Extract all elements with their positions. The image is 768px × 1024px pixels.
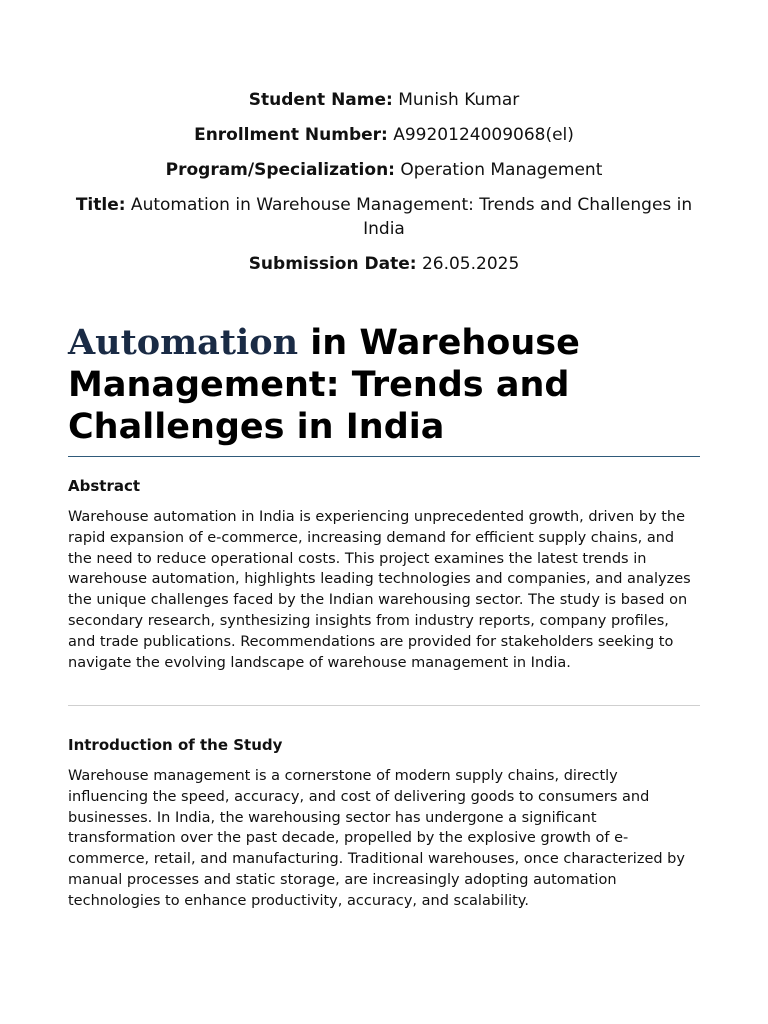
student-name-label: Student Name: bbox=[248, 90, 393, 110]
document-title-first-word: Automation bbox=[68, 322, 299, 363]
enrollment-number-value: A9920124009068(el) bbox=[387, 125, 574, 145]
project-title-label: Title: bbox=[75, 195, 126, 215]
title-divider bbox=[68, 456, 700, 457]
program-value: Operation Management bbox=[394, 160, 603, 180]
document-title-rest: in Warehouse Management: Trends and Challenges in India bbox=[68, 323, 580, 447]
introduction-heading: Introduction of the Study bbox=[68, 736, 283, 754]
introduction-paragraph: Warehouse management is a cornerstone of modern supply chains, directly influencing the speed, accuracy, and cost of delivering goods to consumers and businesses. In India, the warehousing sector has undergone a significant transformation over the past decade, propelled by the explosive growth of e-commerce, retail, and manufacturing. Traditional warehouses, once characterized by manual processes and static storage, are increasingly adopting automation technologies to enhance productivity, accuracy, and scalability. bbox=[68, 768, 685, 909]
project-title-value: Automation in Warehouse Management: Trends and Challenges in India bbox=[125, 195, 693, 239]
student-info-block bbox=[68, 88, 700, 287]
submission-date-label: Submission Date: bbox=[248, 254, 417, 274]
submission-date-value: 26.05.2025 bbox=[416, 254, 520, 274]
document-title bbox=[68, 322, 708, 448]
program-label: Program/Specialization: bbox=[165, 160, 395, 180]
program-line bbox=[68, 158, 700, 182]
enrollment-number-line bbox=[68, 123, 700, 147]
project-title-line bbox=[68, 193, 700, 241]
submission-date-line bbox=[68, 252, 700, 276]
enrollment-number-label: Enrollment Number: bbox=[194, 125, 388, 145]
student-name-value: Munish Kumar bbox=[392, 90, 520, 110]
abstract-heading: Abstract bbox=[68, 477, 141, 495]
section-divider bbox=[68, 705, 700, 706]
abstract-paragraph: Warehouse automation in India is experiencing unprecedented growth, driven by the rapid expansion of e-commerce, increasing demand for efficient supply chains, and the need to reduce operational costs. This project examines the latest trends in warehouse automation, highlights leading technologies and companies, and analyzes the unique challenges faced by the Indian warehousing sector. The study is based on secondary research, synthesizing insights from industry reports, company profiles, and trade publications. Recommendations are provided for stakeholders seeking to navigate the evolving landscape of warehouse management in India. bbox=[68, 509, 691, 671]
student-name-line bbox=[68, 88, 700, 112]
